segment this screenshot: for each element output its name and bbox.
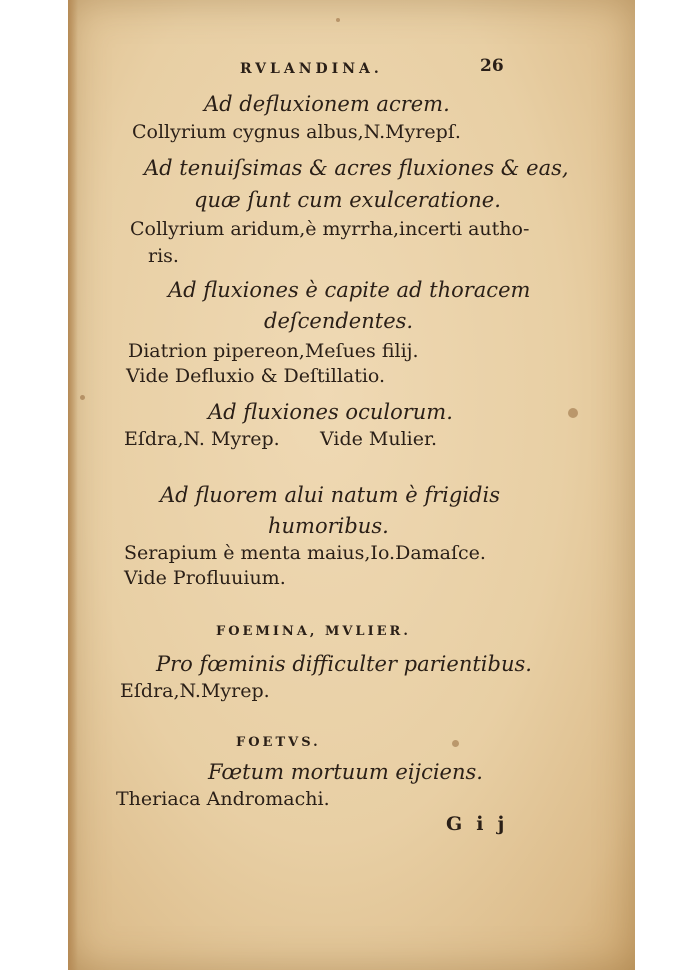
page-number: 26 [480, 56, 504, 76]
entry-remedy: Collyrium cygnus albus,N.Myrepſ. [132, 121, 461, 143]
section-title: FOETVS. [236, 735, 321, 750]
entry-heading: humoribus. [268, 514, 389, 538]
entry-heading: Ad defluxionem acrem. [204, 92, 450, 116]
section-remedy: Theriaca Andromachi. [116, 788, 330, 810]
entry-heading: Ad tenuiſsimas & acres fluxiones & eas, [144, 156, 569, 180]
entry-remedy: Vide Profluuium. [124, 567, 286, 589]
foxing-spot [568, 408, 578, 418]
foxing-spot [80, 395, 85, 400]
signature-mark [446, 815, 518, 834]
entry-heading: Ad fluxiones è capite ad thoracem [168, 278, 531, 302]
entry-remedy: Vide Mulier. [320, 428, 438, 450]
section-heading: Fœtum mortuum eijciens. [208, 760, 483, 784]
entry-remedy: Collyrium aridum,è myrrha,incerti autho- [130, 218, 530, 240]
signature-letter: G [446, 813, 477, 835]
signature-number: ij [476, 813, 519, 835]
book-page [68, 0, 635, 970]
section-remedy: Eſdra,N.Myrep. [120, 680, 270, 702]
entry-remedy: Eſdra,N. Myrep. [124, 428, 280, 450]
entry-heading: Ad fluorem alui natum è frigidis [160, 483, 500, 507]
foxing-spot [336, 18, 340, 22]
entry-heading: deſcendentes. [264, 309, 414, 333]
entry-remedy: Vide Defluxio & Deſtillatio. [126, 365, 386, 387]
entry-remedy: Diatrion pipereon,Meſues filij. [128, 340, 419, 362]
entry-remedy: Serapium è menta maius,Io.Damaſce. [124, 542, 486, 564]
entry-remedy: ris. [148, 245, 179, 267]
running-title: RVLANDINA. [240, 61, 383, 77]
entry-heading: Ad fluxiones oculorum. [208, 400, 453, 424]
foxing-spot [452, 740, 459, 747]
section-title: FOEMINA, MVLIER. [216, 624, 411, 639]
section-heading: Pro fœminis difficulter parientibus. [156, 652, 532, 676]
entry-heading: quæ ſunt cum exulceratione. [194, 188, 501, 212]
page-spine-shadow [68, 0, 78, 970]
